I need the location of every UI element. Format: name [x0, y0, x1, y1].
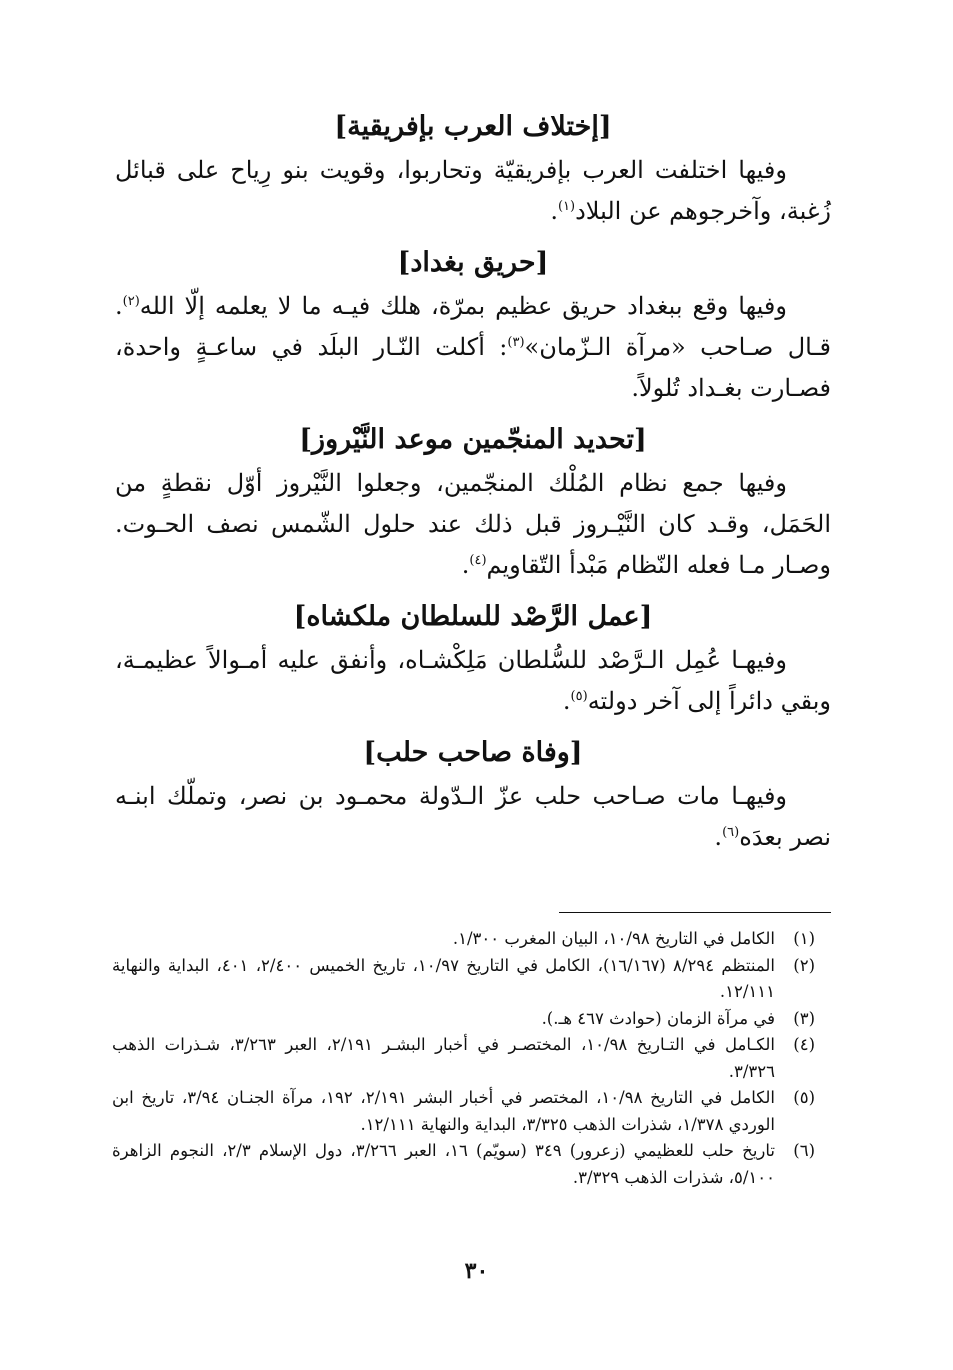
footnote-text: المنتظم ٨/٢٩٤ (١٦/١٦٧)، الكامل في التاريخ ١٠/٩٧، تاريخ الخميس ٢/٤٠٠، ٤٠١، البداية والنهاية ١٢/١١١.	[112, 955, 775, 1001]
paragraph-observatory: وفيهـا عُمِل الـرَّصْد للسُّلطان مَلِكْشـاه، وأنفق عليه أمـوالاً عظيمـة، وبقي دائراً إلى آخر دولته$^{(٥)}$.	[115, 646, 831, 715]
footnotes	[112, 926, 815, 1191]
footnote-ref[interactable]: (٥)	[570, 689, 588, 704]
section-heading-arab-dispute: [إختلاف العرب بإفريقية]	[334, 111, 612, 142]
footnote-ref[interactable]: (٣)	[507, 335, 525, 350]
section-heading-nowruz: [تحديد المنجّمين موعد النَّيْروز]	[299, 424, 647, 455]
paragraph-arab-dispute: وفيها اختلفت العرب بإفريقيّة وتحاربوا، وقويت بنو رِياح على قبائل زُغبة، وآخرجوهم عن البلاد$^{(١)}$.	[115, 156, 831, 225]
paragraph-nowruz: وفيها جمع نظام المُلْك المنجّمين، وجعلوا النَّيْروز أوّل نقطةٍ من الحَمَل، وقـد كان النَّيْـروز قبل ذلك عند حلول الشّمس نصف الحـوت. وصـار مـا فعله النّظام مَبْدأ التّقاويم$^{(٤)}$.	[115, 469, 831, 579]
section-heading-observatory: [عمل الرَّصْد للسلطان ملكشاه]	[293, 601, 653, 632]
footnote-divider	[559, 912, 831, 913]
footnote-number: (٦)	[793, 1141, 815, 1160]
footnote-number: (٢)	[793, 955, 815, 975]
footnote-number: (١)	[793, 929, 815, 948]
section-heading-aleppo-ruler: [وفاة صاحب حلب]	[363, 737, 583, 768]
footnote-number: (٤)	[793, 1035, 815, 1054]
footnote-text: الكامل في التاريخ ١٠/٩٨، البيان المغرب ١/٣٠٠.	[452, 929, 775, 948]
footnote-number: (٣)	[793, 1008, 815, 1028]
footnote-item	[112, 1032, 815, 1085]
footnote-text: في مرآة الزمان (حوادث ٤٦٧ هـ.).	[541, 1008, 775, 1028]
footnote-item	[112, 1006, 815, 1033]
footnote-ref[interactable]: (١)	[557, 199, 576, 214]
footnote-ref[interactable]: (٢)	[122, 294, 140, 309]
footnote-ref[interactable]: (٦)	[722, 825, 740, 840]
footnote-item	[112, 926, 815, 953]
footnote-item	[112, 1138, 815, 1191]
main-text	[115, 104, 831, 866]
footnote-number: (٥)	[793, 1088, 815, 1107]
footnote-text: الكامل في التاريخ ١٠/٩٨، المختصر في أخبار البشر ٢/١٩١، ١٩٢، مرآة الجنـان ٣/٩٤، تاريخ ابن الوردي ١/٣٧٨، شذرات الذهب ٣/٣٢٥، البداية والنهاية ١٢/١١١.	[112, 1088, 775, 1134]
footnote-item	[112, 1085, 815, 1138]
footnote-text: الكـامل في التـاريخ ١٠/٩٨، المختصـر في أخبار البشـر ٢/١٩١، العبر ٣/٢٦٣، شـذرات الذهب ٣/٣٢٦.	[112, 1035, 775, 1081]
paragraph-aleppo-ruler: وفيهـا مات صـاحب حلب عزّ الـدّولة محمـود بن نصر، وتملّك ابنـه نصر بعدَه$^{(٦)}$.	[115, 782, 831, 851]
page-number: ٣٠	[464, 1258, 489, 1284]
footnote-text: تاريخ حلب للعظيمي (زعرور) ٣٤٩ (سويّم) ١٦، العبر ٣/٢٦٦، دول الإسلام ٢/٣، النجوم الزاهرة ٥/١٠٠، شذرات الذهب ٣/٣٢٩.	[112, 1141, 775, 1187]
footnote-item	[112, 953, 815, 1006]
footnote-ref[interactable]: (٤)	[469, 553, 487, 568]
paragraph-baghdad-fire: وفيها وقع ببغداد حريق عظيم بمرّة، هلك فيـه ما لا يعلمه إلّا الله$^{(٢)}$. قـال صـاحب «مرآة الـزّمان»$^{(٣)}$: أكلت النّـار البلَد في ساعـةٍ واحدة، فصـارت بغـداد تُلولاً.	[115, 292, 831, 402]
section-heading-baghdad-fire: [حريق بغداد]	[397, 247, 549, 278]
